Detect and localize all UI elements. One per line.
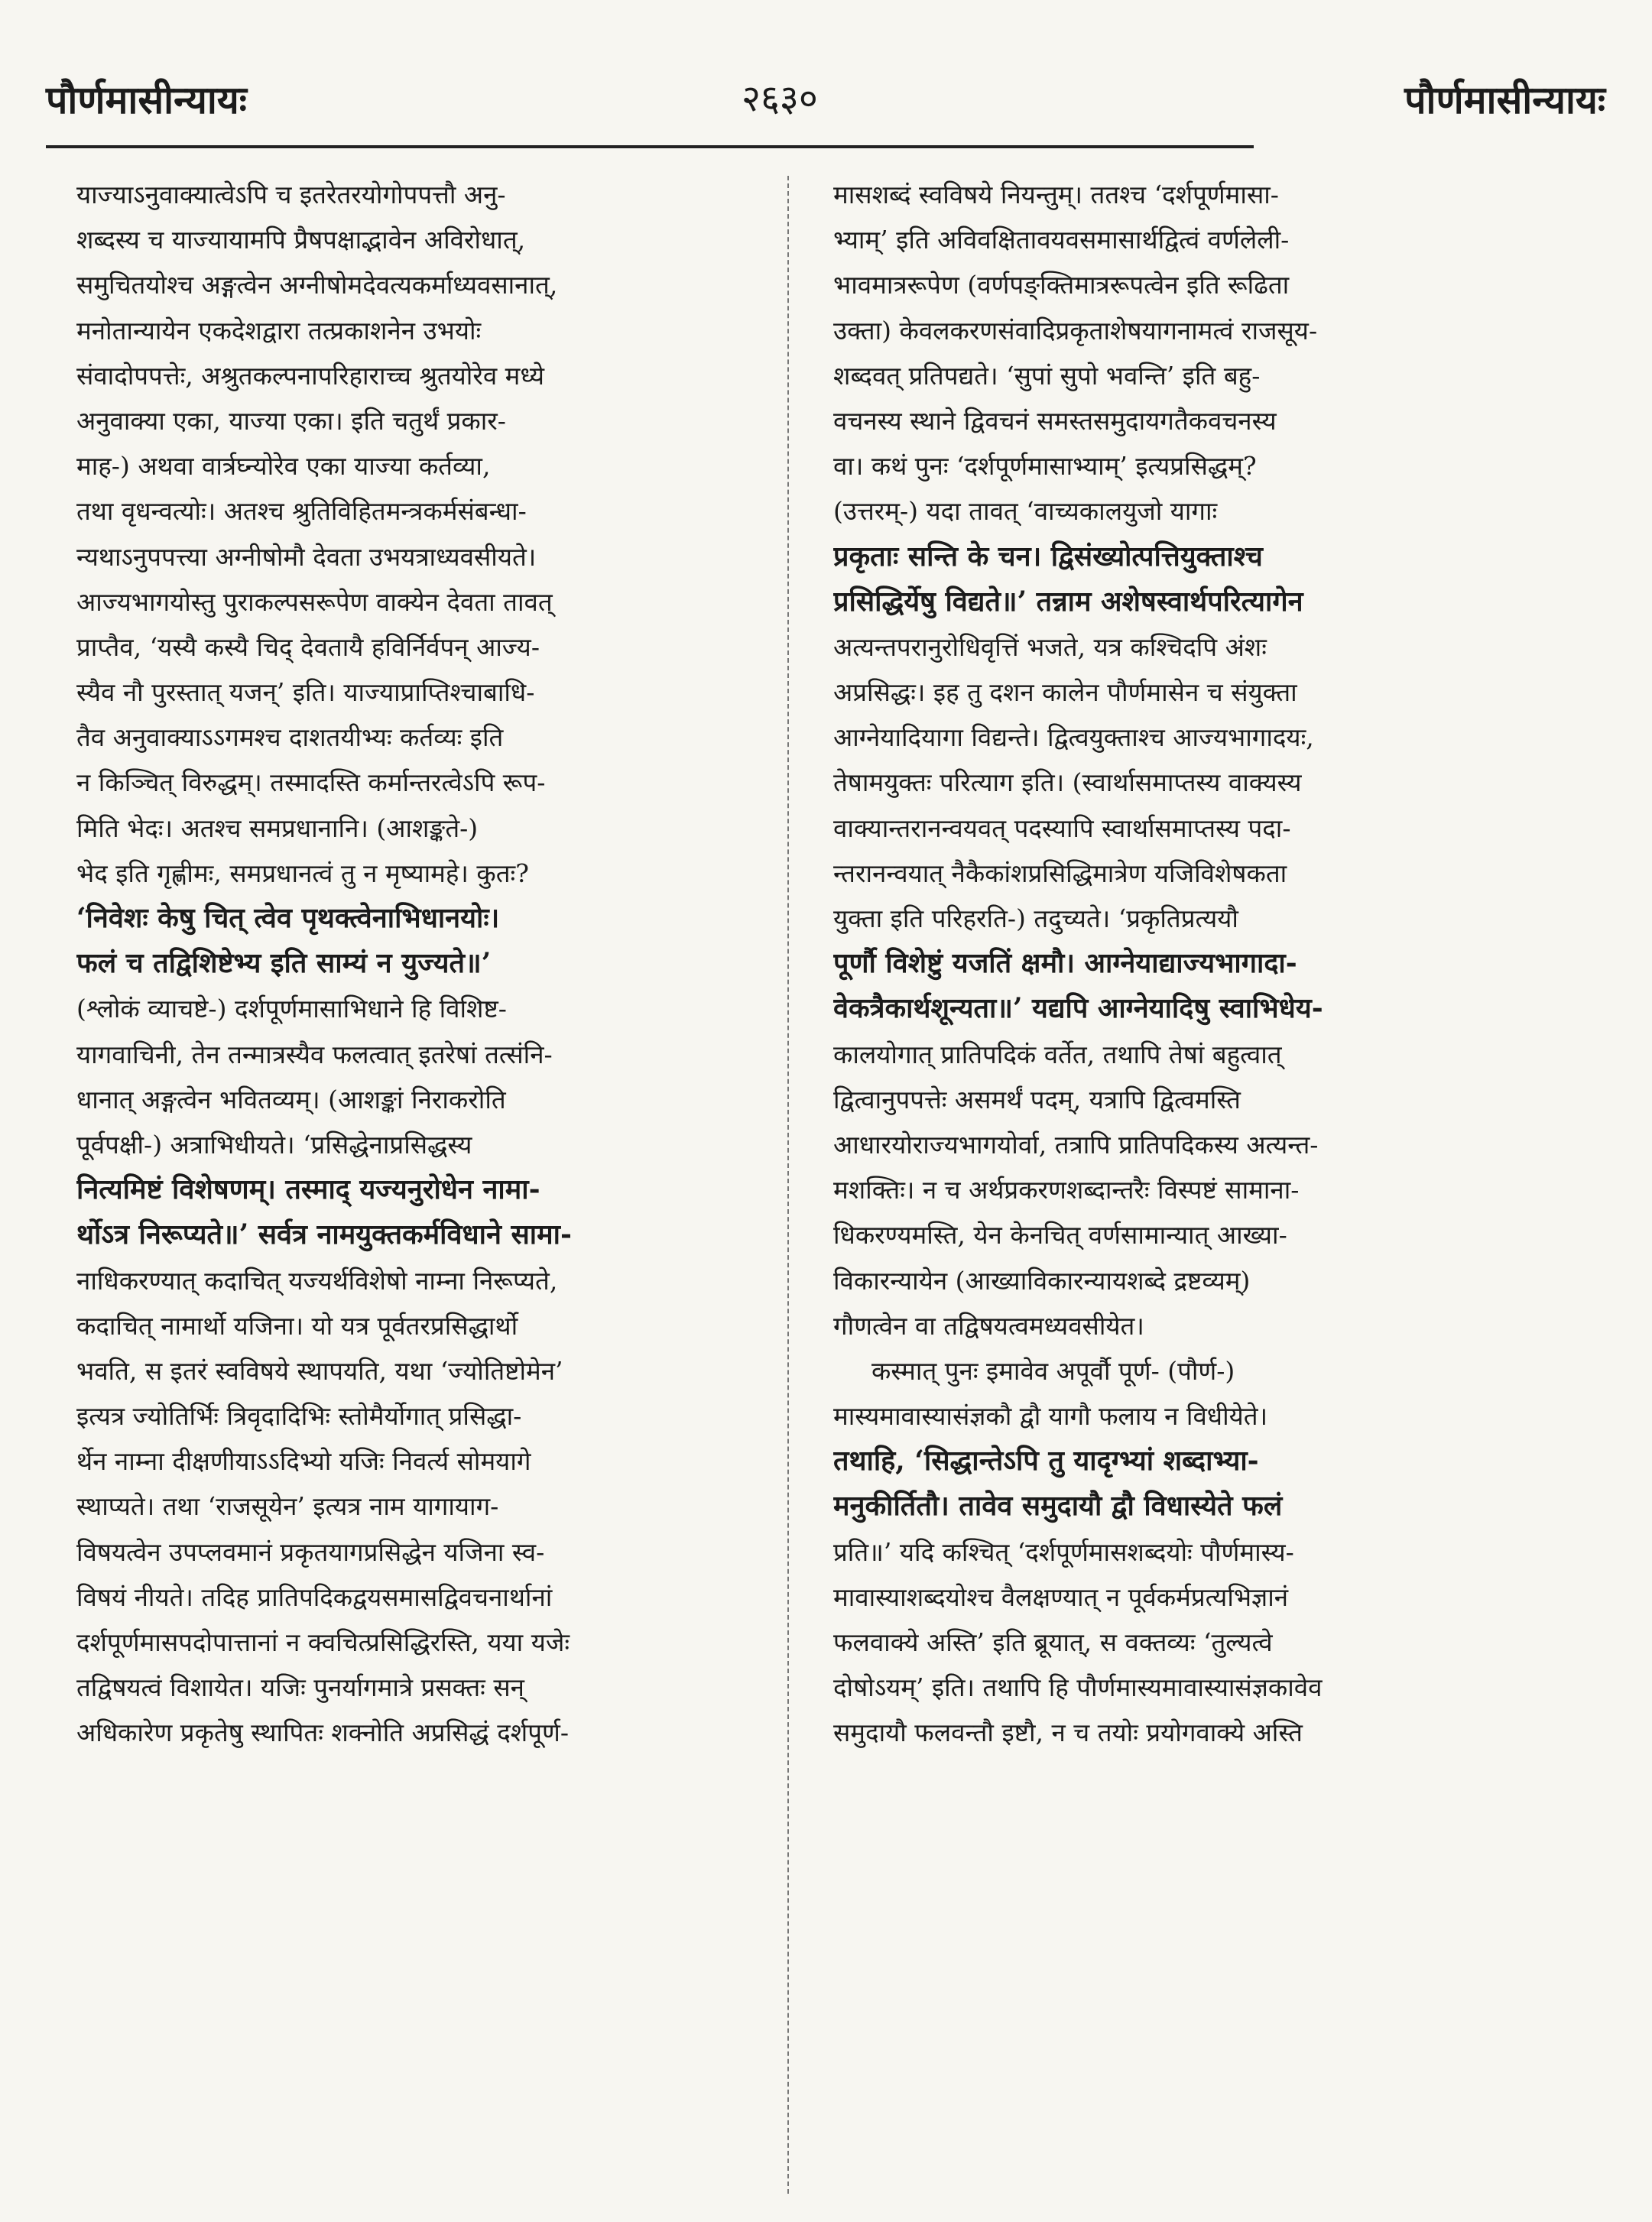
text-line: अनुवाक्या एका, याज्या एका। इति चतुर्थं प्रकार- <box>76 405 506 436</box>
text-line: युक्ता इति परिहरति-) तदुच्यते। ‘प्रकृतिप्रत्ययौ <box>833 903 1238 933</box>
text-line: विषयत्वेन उपप्लवमानं प्रकृतयागप्रसिद्धेन यजिना स्व- <box>76 1536 545 1567</box>
text-line: मनुकीर्तितौ। तावेव समुदायौ द्वौ विधास्येते फलं <box>833 1490 1283 1523</box>
text-line: विकारन्यायेन (आख्याविकारन्यायशब्दे द्रष्टव्यम्) <box>833 1265 1251 1296</box>
text-line: न किञ्चित् विरुद्धम्। तस्मादस्ति कर्मान्तरत्वेऽपि रूप- <box>76 767 546 798</box>
text-line: मिति भेदः। अतश्च समप्रधानानि। (आशङ्कते-) <box>76 813 479 843</box>
text-line: मशक्तिः। न च अर्थप्रकरणशब्दान्तरैः विस्पष्टं सामाना- <box>833 1175 1300 1205</box>
text-line: कदाचित् नामार्थो यजिना। यो यत्र पूर्वतरप्रसिद्धार्थो <box>76 1310 518 1341</box>
header-rule <box>46 145 1254 148</box>
text-line: समुचितयोश्च अङ्गत्वेन अग्नीषोमदेवत्यकर्माध्यवसानात्, <box>76 270 558 300</box>
text-line: उक्ता) केवलकरणसंवादिप्रकृताशेषयागनामत्वं राजसूय- <box>833 315 1318 345</box>
column-divider <box>787 176 789 2194</box>
text-line: स्यैव नौ पुरस्तात् यजन्’ इति। याज्याप्राप्तिश्चाबाधि- <box>76 677 535 708</box>
text-line: मासशब्दं स्वविषये नियन्तुम्। ततश्च ‘दर्शपूर्णमासा- <box>833 180 1279 209</box>
text-line: तेषामयुक्तः परित्याग इति। (स्वार्थासमाप्तस्य वाक्यस्य <box>833 767 1302 798</box>
text-line: भ्याम्’ इति अविवक्षितावयवसमासार्थद्वित्वं वर्णलेली- <box>833 225 1290 255</box>
text-line: प्रसिद्धिर्येषु विद्यते॥’ तन्नाम अशेषस्वार्थपरित्यागेन <box>833 585 1303 618</box>
text-line: फलवाक्ये अस्ति’ इति ब्रूयात्, स वक्तव्यः ‘तुल्यत्वे <box>833 1627 1273 1657</box>
text-line: ‘निवेशः केषु चित् त्वेव पृथक्त्वेनाभिधानयोः। <box>76 902 500 934</box>
text-line: प्रकृताः सन्ति के चन। द्विसंख्योत्पत्तियुक्ताश्च <box>833 540 1263 573</box>
text-line: तथा वृधन्वत्योः। अतश्च श्रुतिविहितमन्त्रकर्मसंबन्धा- <box>76 496 527 527</box>
text-line: द्वित्वानुपपत्तेः असमर्थं पदम्, यत्रापि द्वित्वमस्ति <box>833 1084 1241 1114</box>
text-line: अधिकारेण प्रकृतेषु स्थापितः शक्नोति अप्रसिद्धं दर्शपूर्ण- <box>76 1718 570 1748</box>
text-line: र्थेन नाम्ना दीक्षणीयाऽऽदिभ्यो यजिः निवर्त्य सोमयागे <box>76 1446 531 1477</box>
text-line: कालयोगात् प्रातिपदिकं वर्तेत, तथापि तेषां बहुत्वात् <box>833 1039 1282 1069</box>
text-line: (उत्तरम्-) यदा तावत् ‘वाच्यकालयुजो यागाः <box>833 496 1218 527</box>
text-line: अत्यन्तपरानुरोधिवृत्तिं भजते, यत्र कश्चिदपि अंशः <box>833 631 1267 662</box>
text-line: विषयं नीयते। तदिह प्रातिपदिकद्वयसमासद्विवचनार्थानां <box>76 1581 553 1612</box>
text-line: आज्यभागयोस्तु पुराकल्पसरूपेण वाक्येन देवता तावत् <box>76 586 553 617</box>
text-line: फलं च तद्विशिष्टेभ्य इति साम्यं न युज्यते॥’ <box>76 947 492 980</box>
text-line: मनोतान्यायेन एकदेशद्वारा तत्प्रकाशनेन उभयोः <box>76 315 482 345</box>
text-line: न्तरानन्वयात् नैकैकांशप्रसिद्धिमात्रेण यजिविशेषकता <box>833 858 1287 888</box>
text-line: दोषोऽयम्’ इति। तथापि हि पौर्णमास्यमावास्यासंज्ञकावेव <box>833 1672 1323 1703</box>
text-line: प्रति॥’ यदि कश्चित् ‘दर्शपूर्णमासशब्दयोः पौर्णमास्य- <box>833 1536 1294 1567</box>
text-line: वा। कथं पुनः ‘दर्शपूर्णमासाभ्याम्’ इत्यप्रसिद्धम्? <box>833 451 1257 482</box>
text-line: मावास्याशब्दयोश्च वैलक्षण्यात् न पूर्वकर्मप्रत्यभिज्ञानं <box>833 1581 1289 1612</box>
text-line: शब्दस्य च याज्यायामपि प्रैषपक्षाद्भावेन अविरोधात्, <box>76 225 526 255</box>
text-line: अप्रसिद्धः। इह तु दशन कालेन पौर्णमासेन च संयुक्ता <box>833 677 1297 708</box>
text-line: धानात् अङ्गत्वेन भवितव्यम्। (आशङ्कां निराकरोति <box>76 1084 506 1114</box>
text-line: वचनस्य स्थाने द्विवचनं समस्तसमुदायगतैकवचनस्य <box>833 405 1277 436</box>
text-line: यागवाचिनी, तेन तन्मात्रस्यैव फलत्वात् इतरेषां तत्संनि- <box>76 1039 553 1069</box>
text-line: याज्याऽनुवाक्यात्वेऽपि च इतरेतरयोगोपपत्तौ अनु- <box>76 180 506 209</box>
text-line: तद्विषयत्वं विशायेत। यजिः पुनर्यागमात्रे प्रसक्तः सन् <box>76 1672 524 1703</box>
text-line: माह-) अथवा वार्त्रघ्न्योरेव एका याज्या कर्तव्या, <box>76 451 491 482</box>
text-line: प्राप्तैव, ‘यस्यै कस्यै चिद् देवतायै हविर्निर्वपन् आज्य- <box>76 631 540 662</box>
text-line: तथाहि, ‘सिद्धान्तेऽपि तु यादृग्भ्यां शब्दाभ्या- <box>833 1445 1259 1478</box>
text-line: आग्नेयादियागा विद्यन्ते। द्वित्वयुक्ताश्च आज्यभागादयः, <box>833 722 1314 753</box>
page-header <box>46 73 1605 141</box>
text-line: स्थाप्यते। तथा ‘राजसूयेन’ इत्यत्र नाम यागायाग- <box>76 1491 499 1522</box>
text-line: संवादोपपत्तेः, अश्रुतकल्पनापरिहाराच्च श्रुतयोरेव मध्ये <box>76 360 544 391</box>
text-line: र्थोऽत्र निरूप्यते॥’ सर्वत्र नामयुक्तकर्मविधाने सामा- <box>76 1218 572 1251</box>
text-line: कस्मात् पुनः इमावेव अपूर्वौ पूर्ण- (पौर्ण-) <box>871 1355 1235 1386</box>
text-line: इत्यत्र ज्योतिर्भिः त्रिवृदादिभिः स्तोमैर्योगात् प्रसिद्धा- <box>76 1401 522 1432</box>
text-line: वाक्यान्तरानन्वयवत् पदस्यापि स्वार्थासमाप्तस्य पदा- <box>833 813 1291 843</box>
running-head-left: पौर्णमासीन्यायः <box>46 77 247 122</box>
left-column <box>76 172 757 1756</box>
text-line: नाधिकरण्यात् कदाचित् यज्यर्थविशेषो नाम्ना निरूप्यते, <box>76 1265 558 1296</box>
text-line: शब्दवत् प्रतिपद्यते। ‘सुपां सुपो भवन्ति’ इति बहु- <box>833 360 1261 391</box>
text-line: गौणत्वेन वा तद्विषयत्वमध्यवसीयेत। <box>833 1310 1144 1341</box>
right-column <box>833 172 1475 1756</box>
text-line: तैव अनुवाक्याऽऽगमश्च दाशतयीभ्यः कर्तव्यः इति <box>76 722 504 753</box>
text-line: पूर्णौ विशेष्टुं यजतिं क्षमौ। आग्नेयाद्याज्यभागादा- <box>833 947 1297 980</box>
text-line: न्यथाऽनुपपत्त्या अग्नीषोमौ देवता उभयत्राध्यवसीयते। <box>76 541 537 572</box>
text-line: दर्शपूर्णमासपदोपात्तानां न क्वचित्प्रसिद्धिरस्ति, यया यजेः <box>76 1627 570 1657</box>
text-line: भवति, स इतरं स्वविषये स्थापयति, यथा ‘ज्योतिष्टोमेन’ <box>76 1355 563 1386</box>
text-line: भेद इति गृह्णीमः, समप्रधानत्वं तु न मृष्यामहे। कुतः? <box>76 858 529 888</box>
text-line: पूर्वपक्षी-) अत्राभिधीयते। ‘प्रसिद्धेनाप्रसिद्धस्य <box>76 1129 472 1160</box>
text-line: आधारयोराज्यभागयोर्वा, तत्रापि प्रातिपदिकस्य अत्यन्त- <box>833 1129 1319 1160</box>
text-line: नित्यमिष्टं विशेषणम्। तस्माद् यज्यनुरोधेन नामा- <box>76 1173 540 1206</box>
text-line: वेकत्रैकार्थशून्यता॥’ यद्यपि आग्नेयादिषु स्वाभिधेय- <box>833 992 1323 1025</box>
running-head-right: पौर्णमासीन्यायः <box>1404 77 1605 122</box>
text-line: (श्लोकं व्याचष्टे-) दर्शपूर्णमासाभिधाने हि विशिष्ट- <box>76 994 507 1024</box>
text-line: मास्यमावास्यासंज्ञकौ द्वौ यागौ फलाय न विधीयेते। <box>833 1401 1268 1432</box>
text-line: भावमात्ररूपेण (वर्णपङ्क्तिमात्ररूपत्वेन इति रूढिता <box>833 270 1290 300</box>
text-line: समुदायौ फलवन्तौ इष्टौ, न च तयोः प्रयोगवाक्ये अस्ति <box>833 1718 1303 1748</box>
page-number: २६३० <box>742 77 818 120</box>
text-line: धिकरण्यमस्ति, येन केनचित् वर्णसामान्यात् आख्या- <box>833 1220 1287 1250</box>
